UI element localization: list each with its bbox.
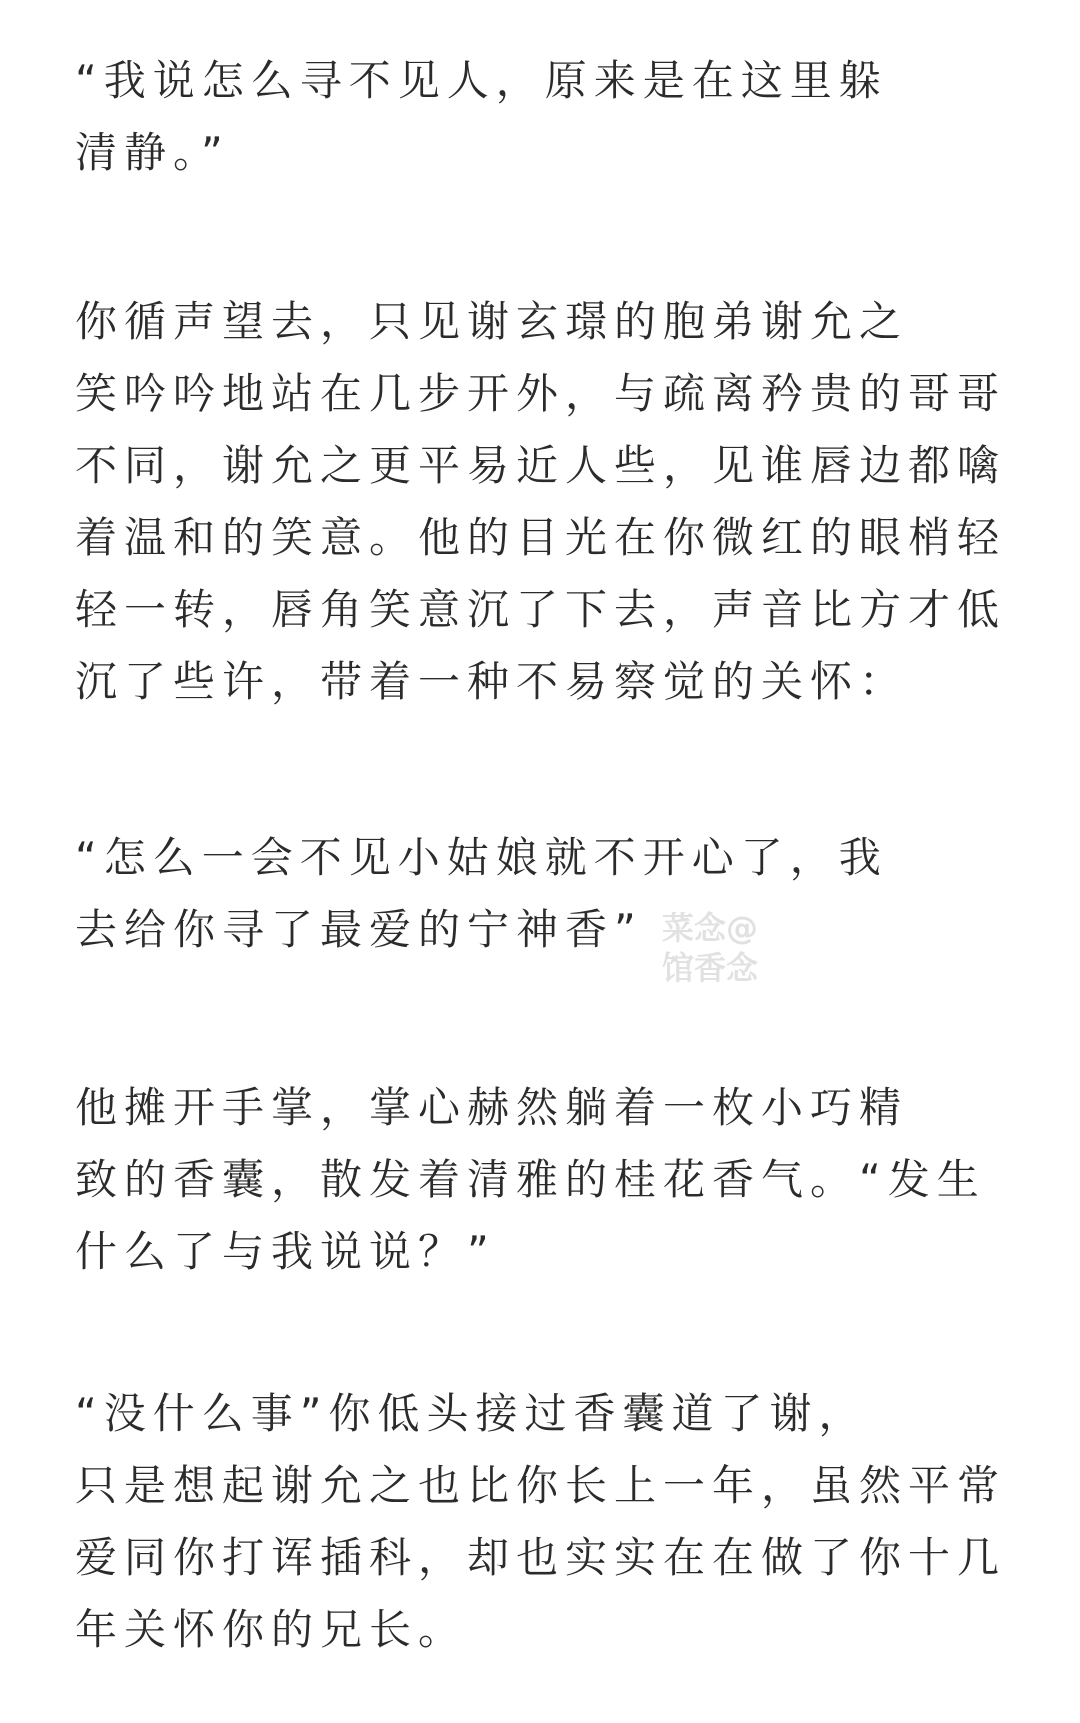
watermark-line: 菜念@ <box>662 909 759 947</box>
text-line: 只是想起谢允之也比你长上一年，虽然平常 <box>75 1461 1007 1510</box>
paragraph-4 <box>75 1072 995 1288</box>
paragraph-5 <box>75 1378 1007 1666</box>
paragraph-3 <box>75 822 995 966</box>
text-line: “我说怎么寻不见人，原来是在这里躲 <box>75 56 888 105</box>
paragraph-1 <box>75 45 995 189</box>
text-line: 你循声望去，只见谢玄璟的胞弟谢允之 <box>75 297 909 346</box>
watermark-line: 馆香念 <box>662 949 759 987</box>
watermark <box>662 908 802 988</box>
text-line: 他摊开手掌，掌心赫然躺着一枚小巧精 <box>75 1083 909 1132</box>
text-line: “没什么事”你低头接过香囊道了谢， <box>75 1389 868 1438</box>
text-line: 轻一转，唇角笑意沉了下去，声音比方才低 <box>75 585 1007 634</box>
text-line: 不同，谢允之更平易近人些，见谁唇边都噙 <box>75 441 1007 490</box>
paragraph-2 <box>75 286 1007 718</box>
text-line: 沉了些许，带着一种不易察觉的关怀： <box>75 657 909 706</box>
text-line: 去给你寻了最爱的宁神香” <box>75 905 643 954</box>
text-line: 什么了与我说说？” <box>75 1227 496 1276</box>
text-line: 着温和的笑意。他的目光在你微红的眼梢轻 <box>75 513 1007 562</box>
text-line: 致的香囊，散发着清雅的桂花香气。“发生 <box>75 1155 986 1204</box>
text-line: 爱同你打诨插科，却也实实在在做了你十几 <box>75 1533 1007 1582</box>
text-line: 年关怀你的兄长。 <box>75 1605 468 1654</box>
text-line: 清静。” <box>75 128 230 177</box>
text-line: “怎么一会不见小姑娘就不开心了，我 <box>75 833 888 882</box>
text-line: 笑吟吟地站在几步开外，与疏离矜贵的哥哥 <box>75 369 1007 418</box>
